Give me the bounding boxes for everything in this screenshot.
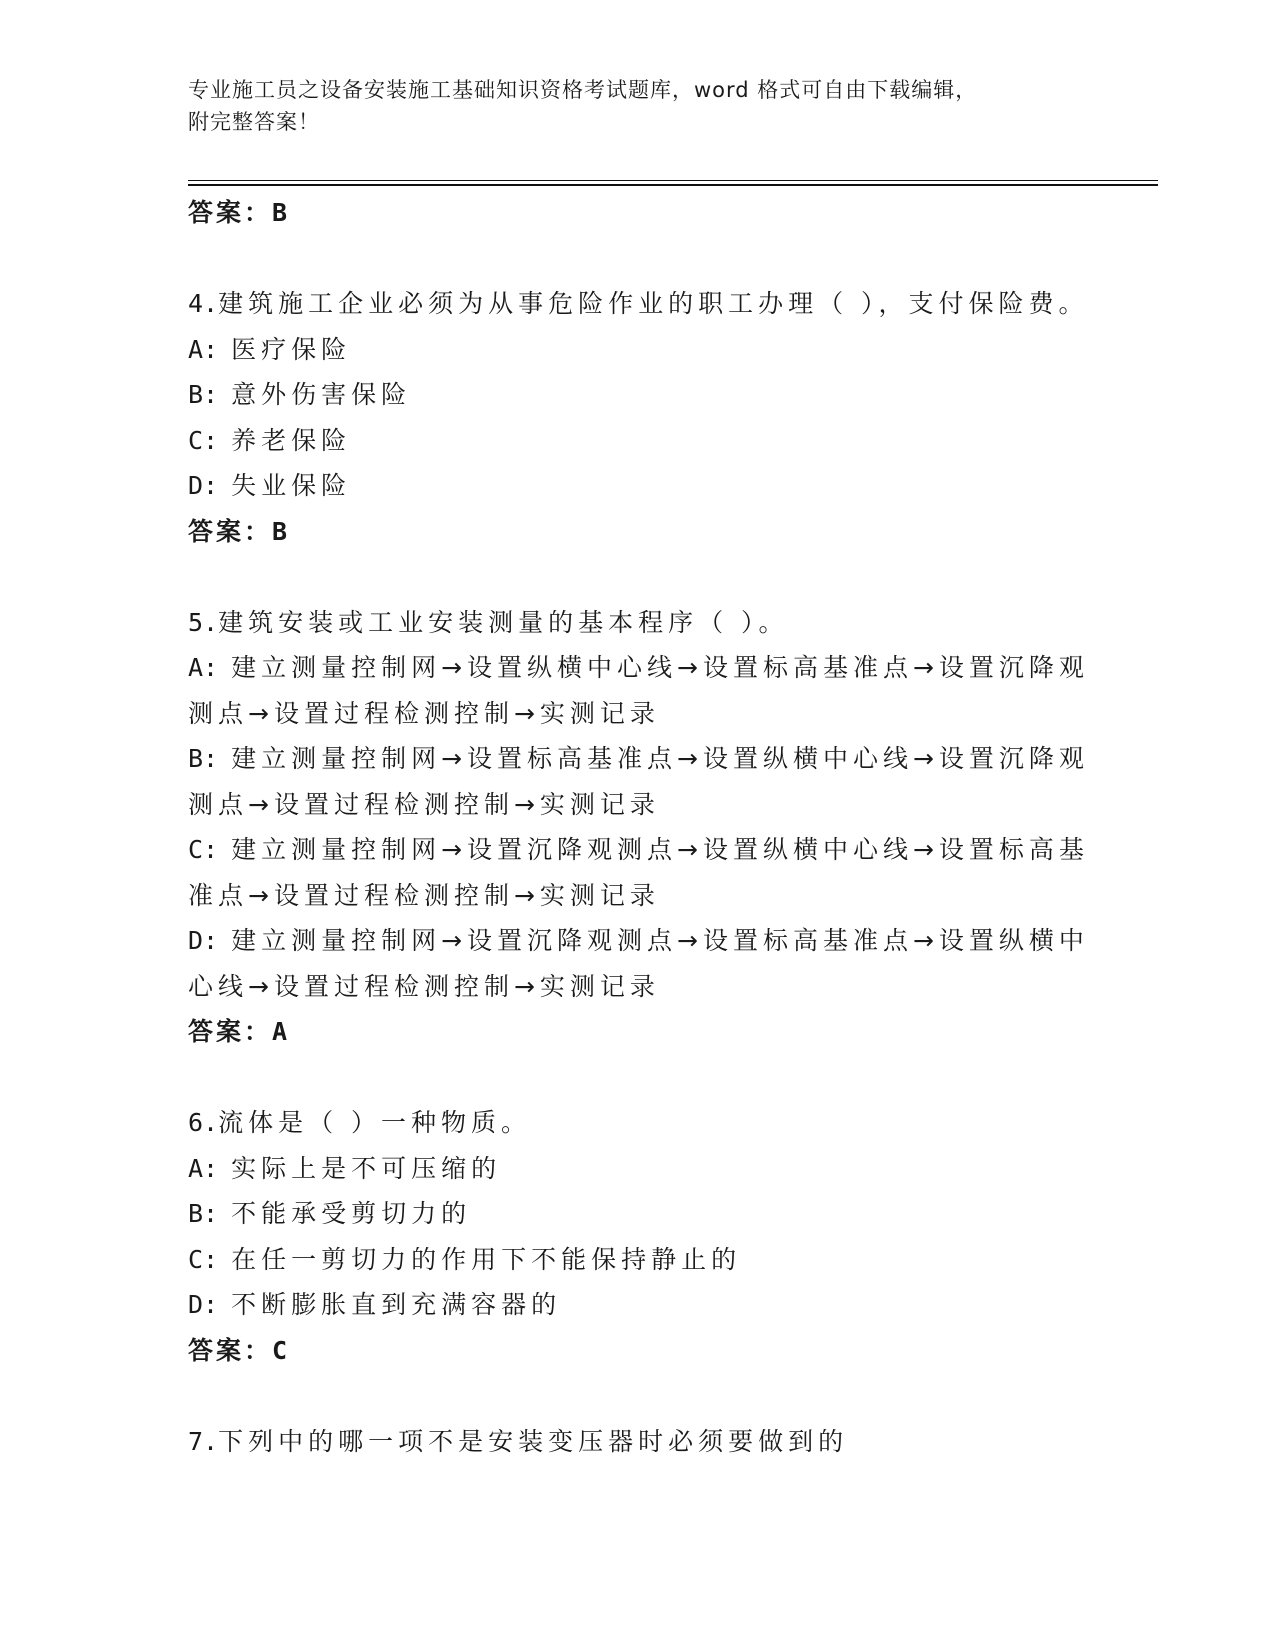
option-text: 失业保险 xyxy=(231,471,352,500)
spacer xyxy=(188,554,1088,600)
option-a xyxy=(188,327,1088,373)
option-text: 建立测量控制网→设置沉降观测点→设置标高基准点→设置纵横中 xyxy=(231,926,1089,955)
option-text: 建立测量控制网→设置沉降观测点→设置纵横中心线→设置标高基 xyxy=(231,835,1089,864)
question-text: 下列中的哪一项不是安装变压器时必须要做到的 xyxy=(218,1426,849,1456)
question-number: 5. xyxy=(188,607,219,637)
answer-label: 答案： xyxy=(188,516,273,546)
header-line-2: 附完整答案！ xyxy=(188,110,320,134)
header-divider-thin xyxy=(188,180,1158,181)
option-text: 养老保险 xyxy=(231,425,352,455)
question-7 xyxy=(188,1419,1088,1465)
option-key: C: xyxy=(188,1244,219,1274)
answer-label: 答案： xyxy=(188,1017,273,1046)
option-text: 意外伤害保险 xyxy=(231,380,412,409)
option-key: D: xyxy=(188,471,219,500)
option-key: D: xyxy=(188,926,219,955)
question-text: 建筑施工企业必须为从事危险作业的职工办理（ ），支付保险费。 xyxy=(218,289,1089,318)
question-text: 流体是（ ）一种物质。 xyxy=(218,1108,532,1137)
option-b xyxy=(188,1191,1088,1237)
option-key: C: xyxy=(188,425,219,455)
option-b-continued: 测点→设置过程检测控制→实测记录 xyxy=(188,789,660,819)
option-d-continued: 心线→设置过程检测控制→实测记录 xyxy=(188,971,660,1001)
answer-line-q4 xyxy=(188,509,1088,555)
spacer xyxy=(188,1055,1088,1101)
option-c-continued: 准点→设置过程检测控制→实测记录 xyxy=(188,880,660,910)
option-b xyxy=(188,372,1088,418)
option-text: 不断膨胀直到充满容器的 xyxy=(231,1290,562,1319)
question-number: 4. xyxy=(188,289,219,318)
question-text: 建筑安装或工业安装测量的基本程序（ ）。 xyxy=(218,607,789,637)
spacer xyxy=(188,1373,1088,1419)
option-key: D: xyxy=(188,1290,219,1319)
question-4 xyxy=(188,281,1088,327)
answer-value: C xyxy=(272,1335,291,1365)
answer-line-q5 xyxy=(188,1009,1088,1055)
option-text: 不能承受剪切力的 xyxy=(231,1199,472,1228)
option-text: 建立测量控制网→设置纵横中心线→设置标高基准点→设置沉降观 xyxy=(231,653,1089,682)
option-key: A: xyxy=(188,334,219,364)
option-text: 在任一剪切力的作用下不能保持静止的 xyxy=(231,1244,742,1274)
option-d xyxy=(188,918,1088,964)
option-c xyxy=(188,1237,1088,1283)
option-text: 医疗保险 xyxy=(231,334,352,364)
answer-value: B xyxy=(272,516,291,546)
question-number: 6. xyxy=(188,1108,219,1137)
question-list xyxy=(188,190,1088,1464)
spacer xyxy=(188,236,1088,282)
answer-line-q6 xyxy=(188,1328,1088,1374)
option-text: 建立测量控制网→设置标高基准点→设置纵横中心线→设置沉降观 xyxy=(231,744,1089,773)
answer-line-q3 xyxy=(188,190,1088,236)
answer-value: B xyxy=(272,198,291,227)
option-key: A: xyxy=(188,653,219,682)
option-d xyxy=(188,463,1088,509)
question-5 xyxy=(188,600,1088,646)
answer-value: A xyxy=(272,1017,291,1046)
option-key: B: xyxy=(188,380,219,409)
option-b xyxy=(188,736,1088,782)
option-key: C: xyxy=(188,835,219,864)
option-text: 实际上是不可压缩的 xyxy=(231,1153,502,1183)
option-c xyxy=(188,418,1088,464)
question-6 xyxy=(188,1100,1088,1146)
option-key: B: xyxy=(188,1199,219,1228)
question-number: 7. xyxy=(188,1426,219,1456)
answer-label: 答案： xyxy=(188,1335,273,1365)
header-line-1: 专业施工员之设备安装施工基础知识资格考试题库，word 格式可自由下载编辑， xyxy=(188,78,978,102)
option-a xyxy=(188,1146,1088,1192)
answer-label: 答案： xyxy=(188,198,273,227)
option-d xyxy=(188,1282,1088,1328)
document-header xyxy=(188,74,1068,138)
option-key: A: xyxy=(188,1153,219,1183)
option-a xyxy=(188,645,1088,691)
option-a-continued: 测点→设置过程检测控制→实测记录 xyxy=(188,698,660,728)
header-divider-thick xyxy=(188,184,1158,186)
option-key: B: xyxy=(188,744,219,773)
option-c xyxy=(188,827,1088,873)
